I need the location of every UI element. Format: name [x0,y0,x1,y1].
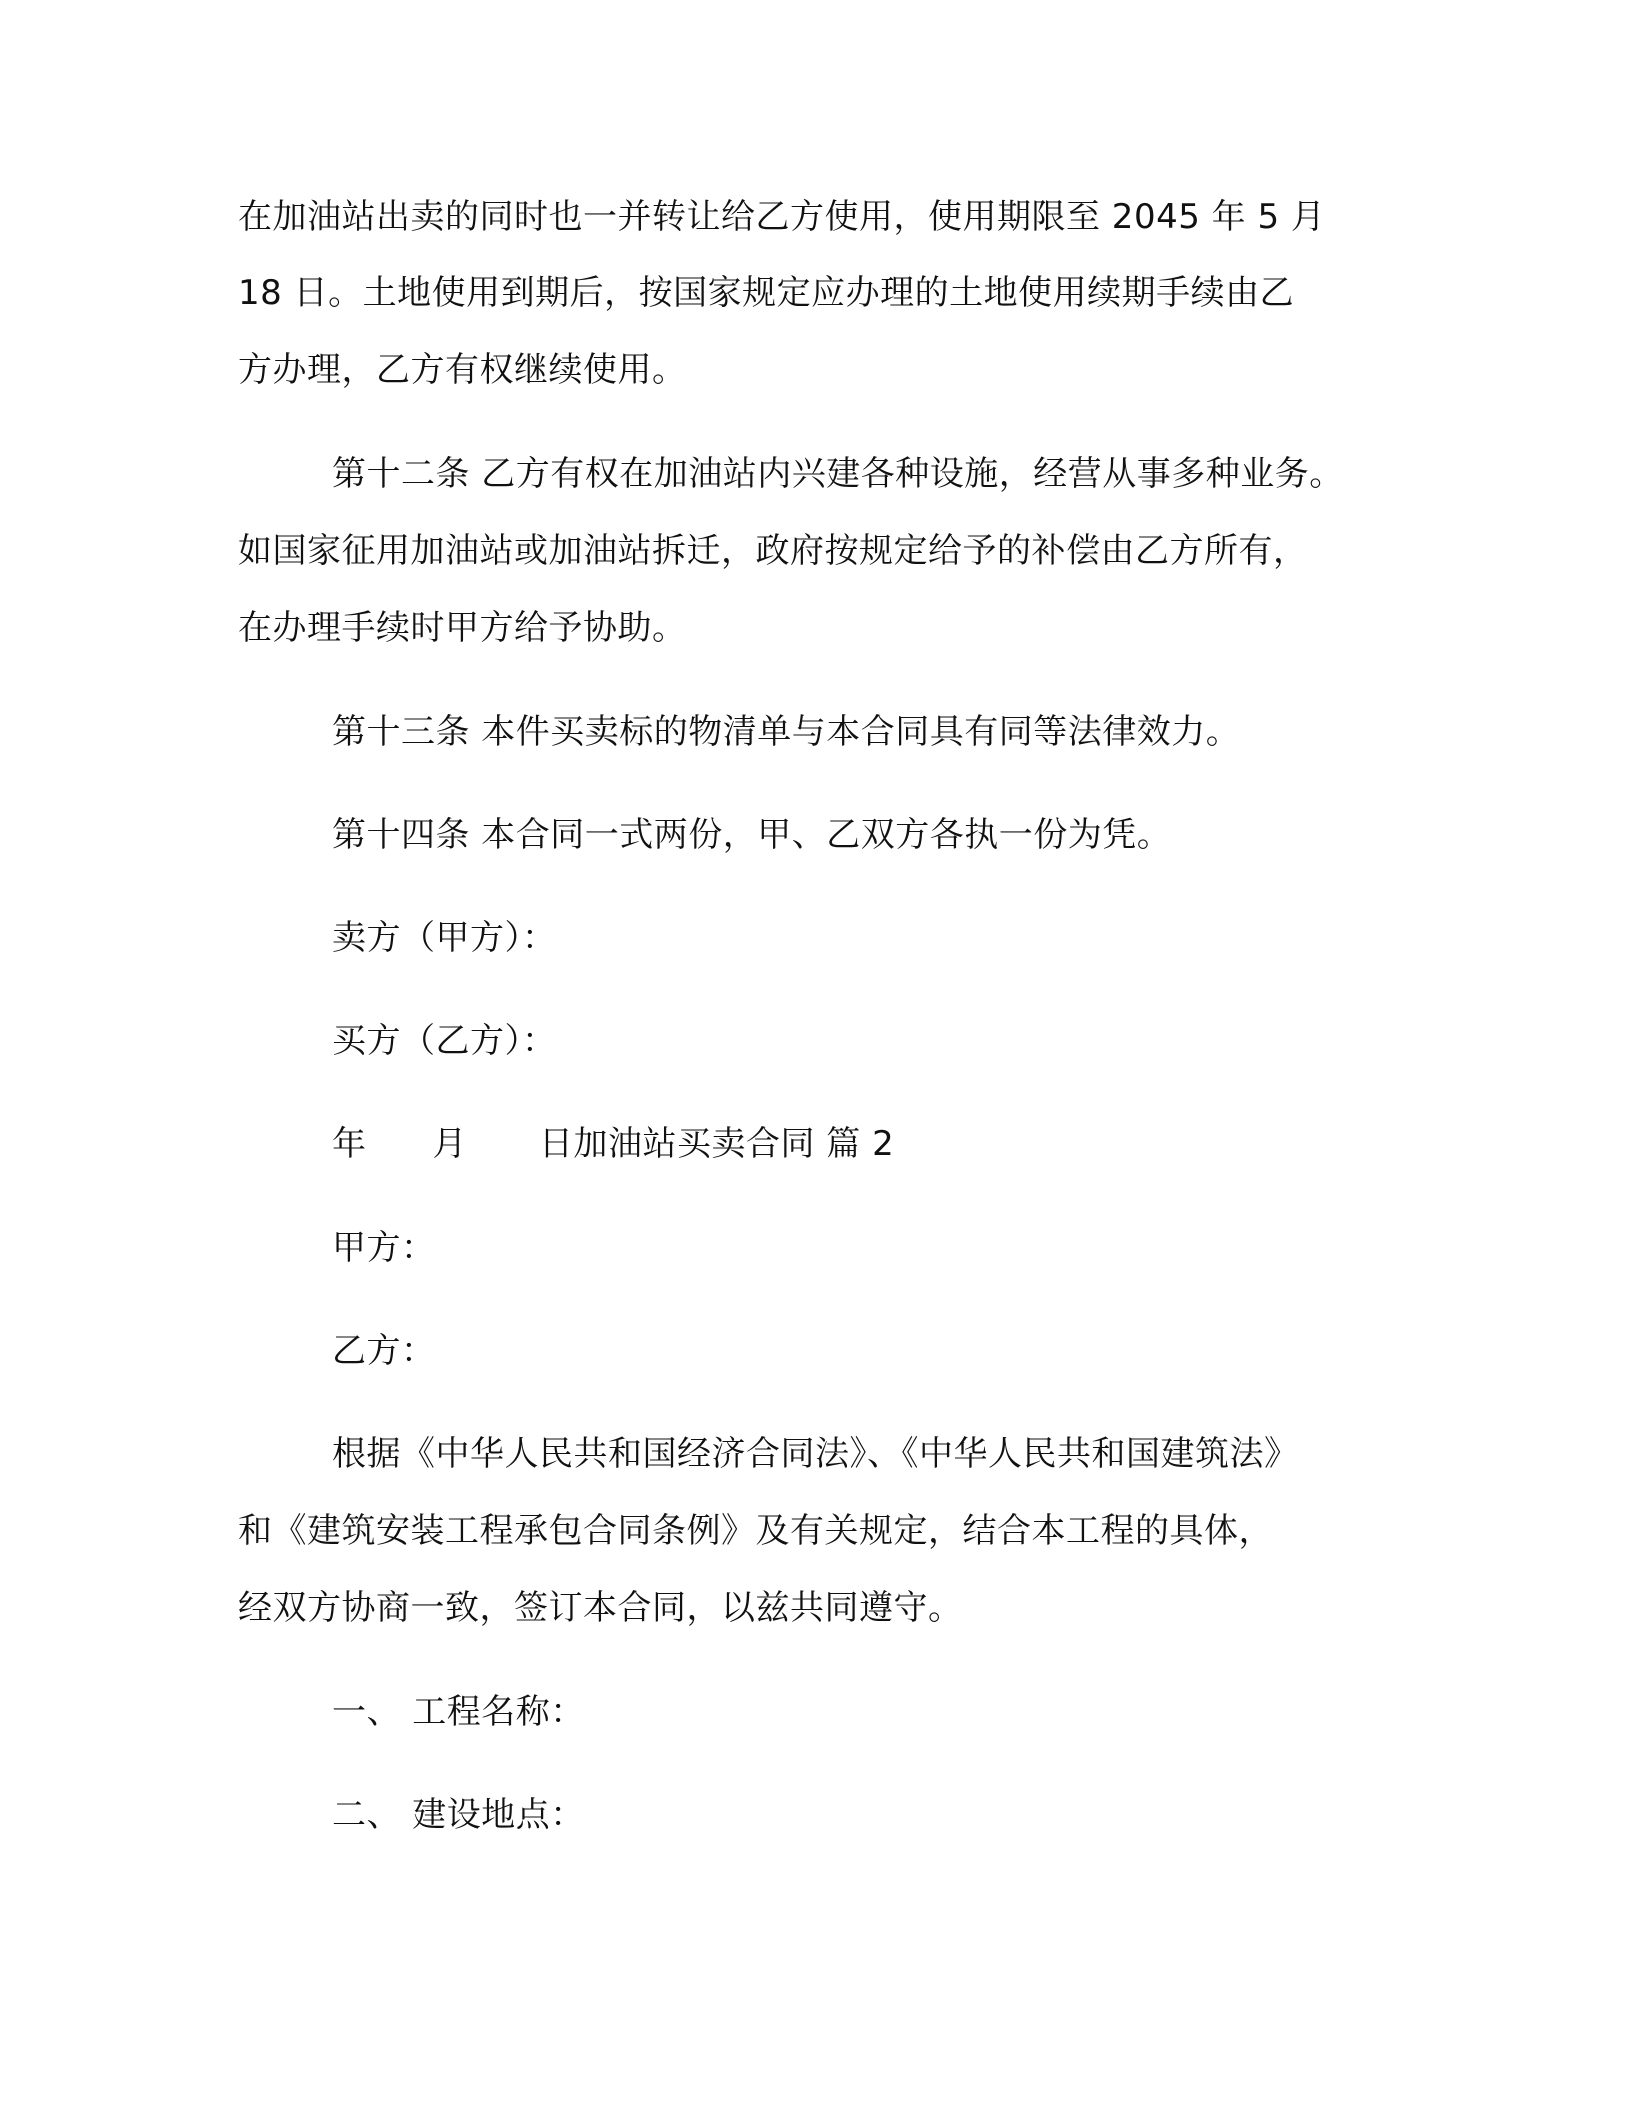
paragraph-11-line-2: 18 日。土地使用到期后，按国家规定应办理的土地使用续期手续由乙 [238,273,1295,313]
article-12-line-3: 在办理手续时甲方给予协助。 [238,608,687,648]
article-12-line-1: 第十二条 乙方有权在加油站内兴建各种设施，经营从事多种业务。 [332,454,1344,494]
party-b-line: 乙方： [332,1331,436,1371]
preamble-line-1: 根据《中华人民共和国经济合同法》、《中华人民共和国建筑法》 [332,1434,1299,1474]
party-a-line: 甲方： [332,1228,436,1268]
preamble-line-3: 经双方协商一致，签订本合同，以兹共同遵守。 [238,1588,963,1628]
item-1-project-name: 一、 工程名称： [332,1692,585,1732]
item-2-construction-site: 二、 建设地点： [332,1795,585,1835]
date-year: 年 [332,1124,367,1164]
article-12-line-2: 如国家征用加油站或加油站拆迁，政府按规定给予的补偿由乙方所有， [238,531,1308,571]
date-month: 月 [432,1124,467,1164]
article-13: 第十三条 本件买卖标的物清单与本合同具有同等法律效力。 [332,712,1241,752]
article-14: 第十四条 本合同一式两份，甲、乙双方各执一份为凭。 [332,815,1172,855]
date-line [332,1124,894,1164]
seller-signature-line: 卖方（甲方）： [332,918,557,958]
paragraph-11-line-1: 在加油站出卖的同时也一并转让给乙方使用，使用期限至 2045 年 5 月 [238,197,1326,237]
date-rest-title: 日加油站买卖合同 篇 2 [539,1124,895,1164]
buyer-signature-line: 买方（乙方）： [332,1021,557,1061]
paragraph-11-line-3: 方办理，乙方有权继续使用。 [238,350,687,390]
preamble-line-2: 和《建筑安装工程承包合同条例》及有关规定，结合本工程的具体， [238,1511,1273,1551]
